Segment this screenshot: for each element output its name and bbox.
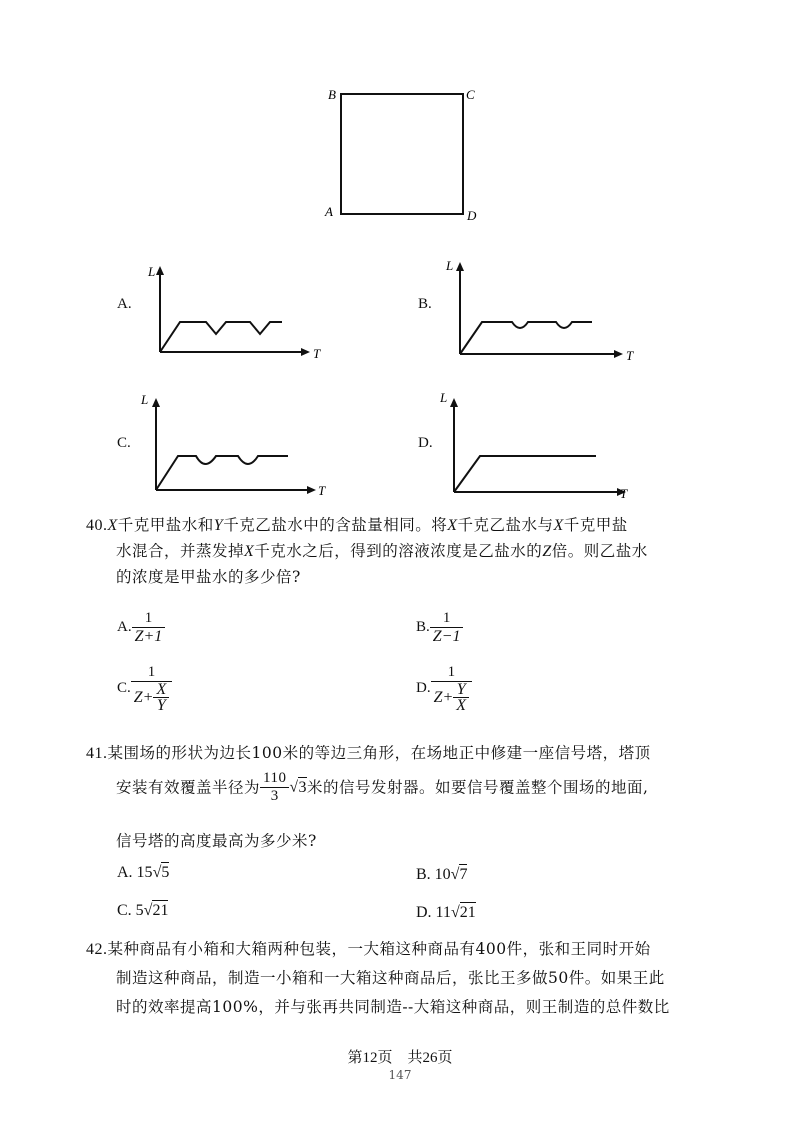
option-label: C. — [117, 680, 131, 696]
denominator: 3 — [270, 788, 279, 804]
radius-fraction — [260, 770, 289, 805]
radicand: 21 — [459, 904, 476, 921]
option-label: C. 5 — [117, 902, 144, 919]
numerator: 1 — [131, 664, 172, 682]
fraction — [431, 664, 472, 713]
graph-c — [140, 390, 340, 502]
y-label: L — [446, 258, 454, 273]
q40-option-d — [416, 664, 472, 713]
denominator-prefix: Z+ — [433, 689, 454, 706]
q41-option-a — [117, 864, 169, 882]
numerator: 110 — [260, 770, 289, 788]
graph-a — [140, 258, 330, 368]
q41-line-2 — [116, 770, 648, 805]
x-label: T — [626, 348, 634, 363]
q40-text: 千克甲盐水和 — [117, 516, 214, 534]
question-42 — [86, 936, 736, 1026]
inner-denominator: X — [456, 697, 467, 714]
label-d: D — [467, 208, 477, 223]
x-arrow — [301, 348, 310, 356]
q40-text: 千克甲盐 — [563, 516, 628, 534]
denominator — [131, 682, 172, 713]
x-label: T — [620, 486, 628, 501]
y-label: L — [141, 392, 149, 407]
option-label: B. 10 — [416, 866, 451, 883]
graph-d — [440, 390, 640, 502]
sqrt-sign: √ — [152, 864, 162, 881]
denominator-prefix: Z+ — [133, 689, 154, 706]
sqrt-sign: √ — [450, 904, 460, 921]
q40-number: 40. — [86, 517, 108, 534]
y-arrow — [450, 398, 458, 407]
q40-line-3: 的浓度是甲盐水的多少倍? — [116, 568, 301, 586]
q41-text: 某围场的形状为边长100米的等边三角形，在场地正中修建一座信号塔，塔顶 — [107, 744, 651, 762]
graph-line — [160, 322, 282, 352]
radicand: 3 — [298, 778, 307, 796]
inner-fraction — [153, 682, 169, 713]
q42-number: 42. — [86, 941, 108, 958]
question-41 — [86, 740, 736, 860]
graph-option-b: B. — [418, 296, 432, 312]
inner-denominator: Y — [156, 697, 166, 714]
y-arrow — [456, 262, 464, 271]
q41-line-1 — [86, 740, 651, 767]
fraction — [132, 610, 166, 645]
square-figure — [310, 80, 490, 230]
fraction — [131, 664, 172, 713]
sqrt-sign: √ — [143, 902, 153, 919]
inner-fraction — [453, 682, 469, 713]
q40-option-a — [117, 610, 165, 645]
option-label: D. 11 — [416, 904, 451, 921]
q41-option-c — [117, 902, 168, 920]
sqrt-sign: √ — [289, 778, 299, 796]
label-a: A — [325, 204, 333, 219]
numerator: 1 — [430, 610, 464, 628]
square-shape — [341, 94, 463, 214]
q41-option-d — [416, 904, 476, 922]
label-b: B — [328, 87, 336, 102]
option-label: A. — [117, 618, 132, 635]
q42-line-3: 时的效率提高100%，并与张再共同制造--大箱这种商品，则王制造的总件数比 — [116, 998, 670, 1016]
q40-text: 水混合，并蒸发掉 — [116, 542, 245, 560]
q42-text: 某种商品有小箱和大箱两种包装，一大箱这种商品有400件，张和王同时开始 — [107, 940, 651, 958]
q40-option-c — [117, 664, 172, 713]
option-label: A. 15 — [117, 864, 153, 881]
numerator: 1 — [132, 610, 166, 628]
q40-text: 倍。则乙盐水 — [551, 542, 648, 560]
var-x: X — [447, 517, 458, 534]
option-label: B. — [416, 618, 430, 635]
inner-numerator: Y — [453, 682, 469, 698]
q40-line-1 — [86, 512, 628, 539]
var-x: X — [553, 517, 564, 534]
graph-option-c: C. — [117, 435, 131, 451]
y-label: L — [440, 390, 448, 405]
q40-text: 千克乙盐水中的含盐量相同。将 — [223, 516, 448, 534]
var-x: X — [244, 543, 255, 560]
q42-line-2: 制造这种商品，制造一小箱和一大箱这种商品后，张比王多做50件。如果王此 — [116, 969, 665, 987]
q41-text: 安装有效覆盖半径为 — [116, 778, 261, 797]
option-label: D. — [416, 680, 431, 696]
graph-b — [440, 254, 640, 366]
q40-option-b — [416, 610, 463, 645]
graph-line — [454, 456, 596, 492]
x-label: T — [318, 483, 326, 498]
x-arrow — [307, 486, 316, 494]
page-number: 147 — [388, 1068, 412, 1082]
var-z: Z — [542, 543, 552, 560]
denominator: Z−1 — [432, 628, 461, 645]
graph-option-a: A. — [117, 296, 132, 312]
numerator: 1 — [431, 664, 472, 682]
q42-line-1 — [86, 936, 651, 963]
inner-numerator: X — [153, 682, 169, 698]
q41-option-b — [416, 866, 467, 884]
radicand: 7 — [459, 866, 468, 883]
q41-line-3: 信号塔的高度最高为多少米? — [116, 832, 317, 850]
var-y: Y — [213, 517, 224, 534]
denominator — [431, 682, 472, 713]
q40-line-2 — [116, 538, 648, 565]
q40-text: 千克水之后，得到的溶液浓度是乙盐水的 — [254, 542, 543, 560]
graph-line — [156, 456, 288, 490]
radicand: 5 — [161, 864, 170, 881]
x-label: T — [313, 346, 321, 361]
fraction — [430, 610, 464, 645]
question-40 — [86, 512, 736, 592]
y-arrow — [156, 266, 164, 275]
graph-line — [460, 322, 592, 354]
x-arrow — [614, 350, 623, 358]
graph-option-d: D. — [418, 435, 433, 451]
label-c: C — [466, 87, 475, 102]
sqrt-sign: √ — [450, 866, 460, 883]
page-indicator: 第12页 共26页 — [347, 1050, 453, 1066]
q40-text: 千克乙盐水与 — [457, 516, 554, 534]
denominator: Z+1 — [134, 628, 163, 645]
y-label: L — [148, 264, 156, 279]
y-arrow — [152, 398, 160, 407]
q41-text: 米的信号发射器。如要信号覆盖整个围场的地面, — [306, 778, 649, 797]
q41-number: 41. — [86, 745, 108, 762]
radicand: 21 — [152, 902, 169, 919]
var-x: X — [107, 517, 118, 534]
